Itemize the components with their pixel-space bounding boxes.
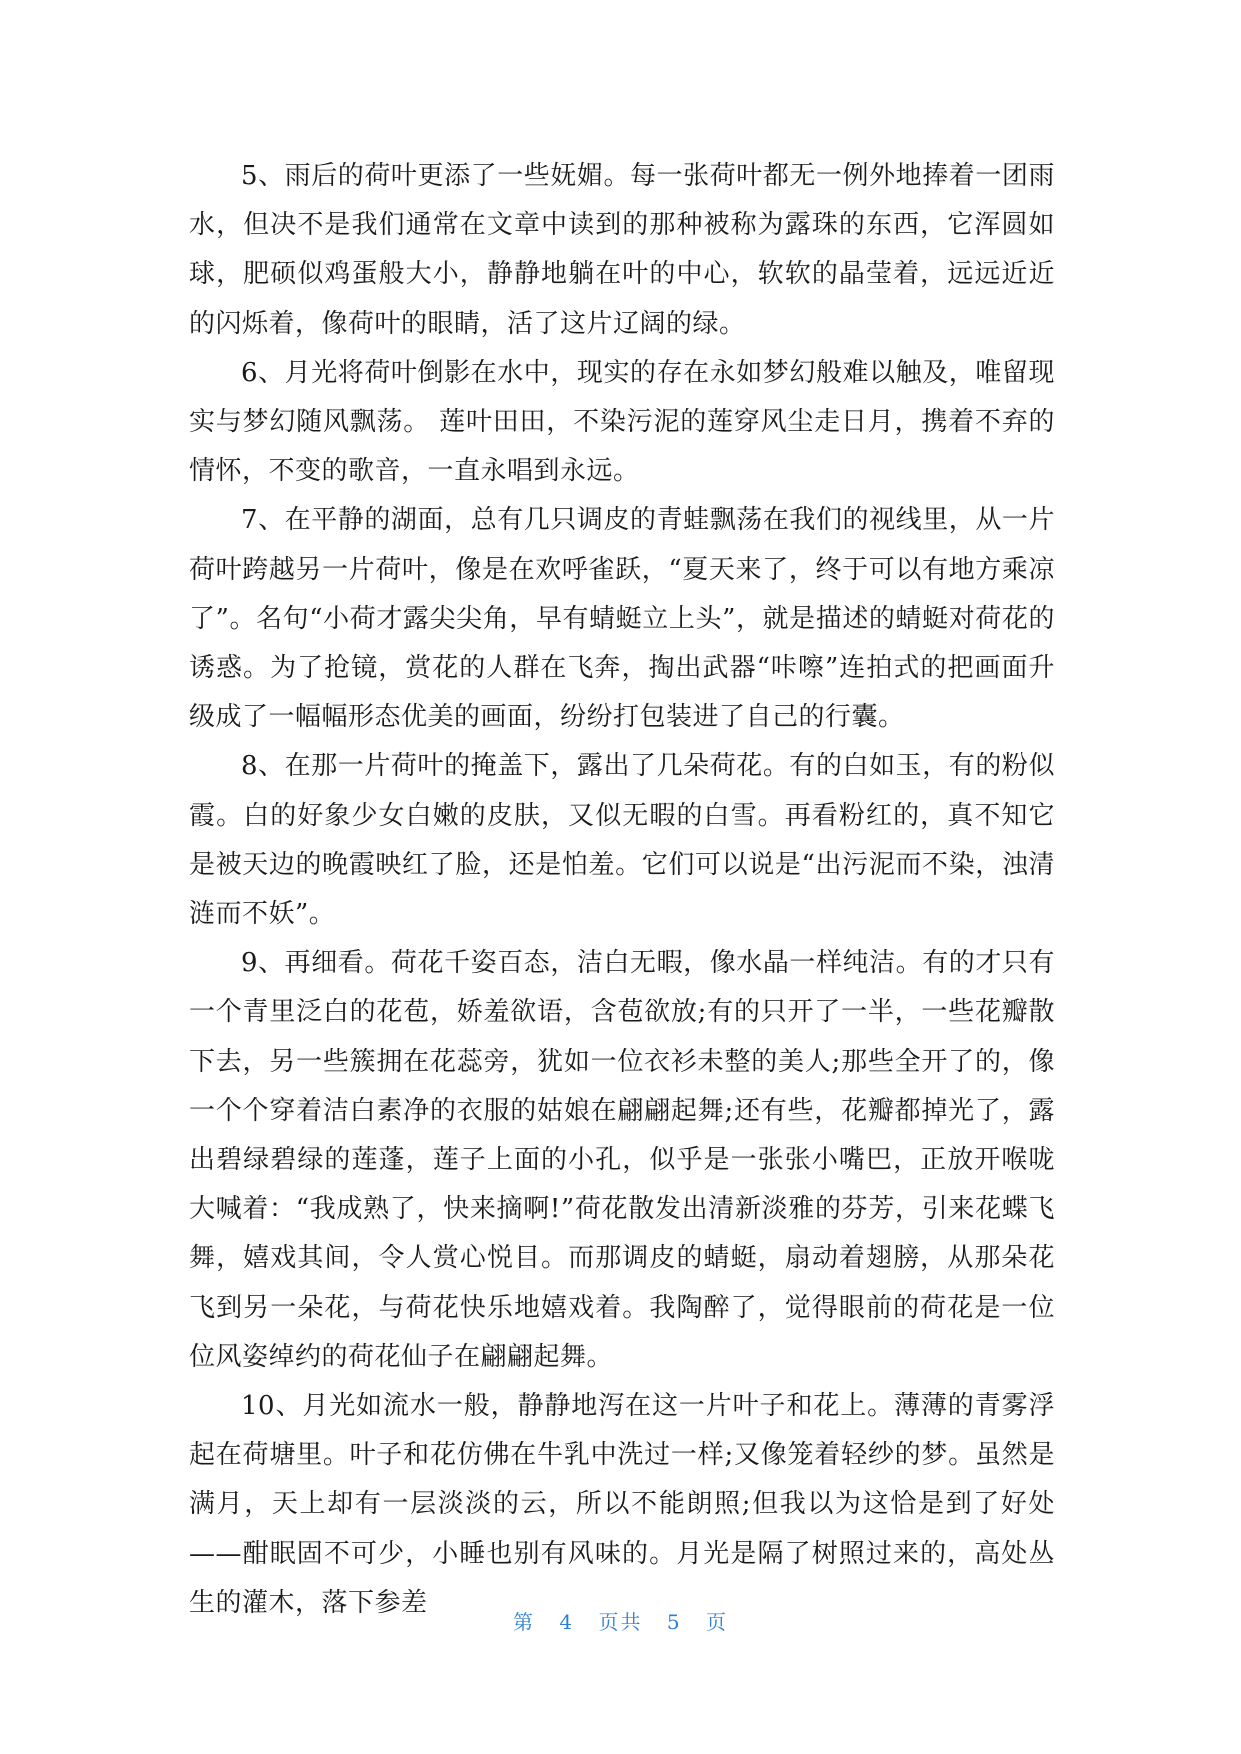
paragraph-5: 5、雨后的荷叶更添了一些妩媚。每一张荷叶都无一例外地捧着一团雨水，但决不是我们通常在文章中读到的那种被称为露珠的东西，它浑圆如球，肥硕似鸡蛋般大小，静静地躺在叶的中心，软软的晶莹着，远远近近的闪烁着，像荷叶的眼睛，活了这片辽阔的绿。 <box>189 161 1055 339</box>
document-body <box>189 152 1055 1628</box>
paragraph-6: 6、月光将荷叶倒影在水中，现实的存在永如梦幻般难以触及，唯留现实与梦幻随风飘荡。 莲叶田田，不染污泥的莲穿风尘走日月，携着不弃的情怀，不变的歌音，一直永唱到永远。 <box>189 357 1055 487</box>
footer-prefix: 第 <box>513 1610 536 1634</box>
footer-suffix: 页 <box>705 1610 728 1634</box>
page-footer <box>0 1606 1241 1635</box>
paragraph-9: 9、再细看。荷花千姿百态，洁白无暇，像水晶一样纯洁。有的才只有一个青里泛白的花苞，娇羞欲语，含苞欲放;有的只开了一半，一些花瓣散下去，另一些簇拥在花蕊旁，犹如一位衣衫未整的美人;那些全开了的，像一个个穿着洁白素净的衣服的姑娘在翩翩起舞;还有些，花瓣都掉光了，露出碧绿碧绿的莲蓬，莲子上面的小孔，似乎是一张张小嘴巴，正放开喉咙大喊着：“我成熟了，快来摘啊!”荷花散发出清新淡雅的芬芳，引来花蝶飞舞，嬉戏其间，令人赏心悦目。而那调皮的蜻蜓，扇动着翅膀，从那朵花飞到另一朵花，与荷花快乐地嬉戏着。我陶醉了，觉得眼前的荷花是一位位风姿绰约的荷花仙子在翩翩起舞。 <box>189 948 1055 1372</box>
footer-middle: 页共 <box>598 1610 643 1634</box>
footer-current-page: 4 <box>559 1610 575 1634</box>
paragraph-8: 8、在那一片荷叶的掩盖下，露出了几朵荷花。有的白如玉，有的粉似霞。白的好象少女白嫩的皮肤，又似无暇的白雪。再看粉红的，真不知它是被天边的晚霞映红了脸，还是怕羞。它们可以说是“出污泥而不染，浊清涟而不妖”。 <box>189 751 1055 930</box>
paragraph-7: 7、在平静的湖面，总有几只调皮的青蛙飘荡在我们的视线里，从一片荷叶跨越另一片荷叶，像是在欢呼雀跃，“夏天来了，终于可以有地方乘凉了”。名句“小荷才露尖尖角，早有蜻蜓立上头”，就是描述的蜻蜓对荷花的诱惑。为了抢镜，赏花的人群在飞奔，掏出武器“咔嚓”连拍式的把画面升级成了一幅幅形态优美的画面，纷纷打包装进了自己的行囊。 <box>189 505 1055 733</box>
footer-total-pages: 5 <box>666 1610 682 1634</box>
paragraph-10: 10、月光如流水一般，静静地泻在这一片叶子和花上。薄薄的青雾浮起在荷塘里。叶子和花仿佛在牛乳中洗过一样;又像笼着轻纱的梦。虽然是满月，天上却有一层淡淡的云，所以不能朗照;但我以为这恰是到了好处——酣眠固不可少，小睡也别有风味的。月光是隔了树照过来的，高处丛生的灌木，落下参差 <box>189 1391 1055 1618</box>
